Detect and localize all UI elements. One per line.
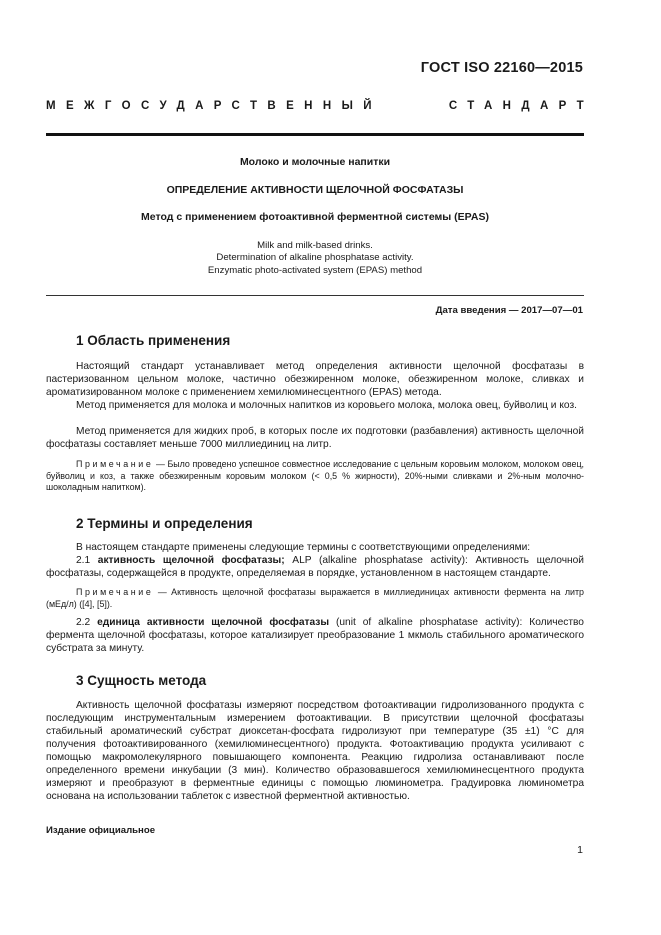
note-label: Примечание [76,459,154,469]
banner-word-standard: СТАНДАРТ [448,100,594,112]
english-title [46,240,584,277]
scope-paragraph-3: Метод применяется для жидких проб, в которых после их подготовки (разбавления) активность щелочной фосфатазы составляет меньше 7000 миллиединиц на литр. [46,426,584,450]
term-2-1 [46,555,584,581]
term-number: 2.1 [76,555,98,566]
principle-paragraph: Активность щелочной фосфатазы измеряют посредством фотоактивации гидролизованного продукта с последующим инструментальным измерением фотоактивации. В присутствии щелочной фосфатазы стабильный ароматический субстрат диоксетан-фосфата гидролизуют при температуре (35 ±1) °С для получения фотоактивированного (хемилюминесцентного) продукта. Фотоактивацию продукта усиливают с помощью макромолекулярного повышающего компонента. Реакцию гидролиза останавливают после определенного времени инкубации (3 мин). Количество образовавшегося хемилюминесцентного продукта измеряют и преобразуют в ферментные единицы с помощью люминометра. Градуировка люминометра основана на использовании таблеток с известной ферментной активностью. [46,700,584,802]
standard-type-banner [46,100,594,112]
page-number: 1 [577,844,583,856]
standard-code: ГОСТ ISO 22160—2015 [420,60,583,76]
note-label: Примечание [76,587,154,597]
english-title-line: Determination of alkaline phosphatase activity. [216,252,414,264]
terms-note [46,587,584,610]
section-heading-principle: 3 Сущность метода [76,673,207,688]
main-title: ОПРЕДЕЛЕНИЕ АКТИВНОСТИ ЩЕЛОЧНОЙ ФОСФАТАЗЫ [166,184,464,196]
term-2-2 [46,617,584,656]
term-name: активность щелочной фосфатазы; [97,555,285,566]
section-heading-terms: 2 Термины и определения [76,516,253,531]
method-title: Метод с применением фотоактивной ферментной системы (EPAS) [141,211,489,223]
header-divider [46,133,584,136]
title-divider [46,295,584,296]
scope-paragraph-1: Настоящий стандарт устанавливает метод определения активности щелочной фосфатазы в пастеризованном цельном молоке, частично обезжиренном молоке, обезжиренном молоке, сливках и ароматизированном молоке с применением хемилюминесцентного (EPAS) метода. [46,361,584,398]
note-text: — Было проведено успешное совместное исследование с цельным коровьим молоком, молоком овец, буйволиц и коз, а также обезжиренным коровьим молоком (< 0,5 % жирности), 20%-ными сливками и 2%-ным молочно-шоколадным напитком). [46,459,584,492]
note-text: — Активность щелочной фосфатазы выражается в миллиединицах активности фермента на литр (мЕд/л) ([4], [5]). [46,587,584,609]
subject-title: Молоко и молочные напитки [239,156,391,168]
official-edition-label: Издание официальное [46,825,156,836]
introduction-date: Дата введения — 2017—07—01 [435,305,583,316]
term-definition: (unit of alkaline phosphatase activity): Количество фермента щелочной фосфатазы, которое катализирует преобразование 1 мкмоль стабильного ароматического субстрата за минуту. [46,617,584,654]
banner-word-interstate: МЕЖГОСУДАРСТВЕННЫЙ [46,100,382,112]
english-title-line: Enzymatic photo-activated system (EPAS) method [207,264,423,276]
scope-paragraph-2: Метод применяется для молока и молочных напитков из коровьего молока, молока овец, буйволиц и коз. [76,400,577,411]
term-name: единица активности щелочной фосфатазы [97,617,330,628]
section-heading-scope: 1 Область применения [76,333,231,348]
term-definition: ALP (alkaline phosphatase activity): Активность щелочной фосфатазы, содержащейся в продукте, определяемая в порядке, установленном в настоящем стандарте. [46,555,584,579]
scope-note [46,459,584,494]
terms-intro-paragraph: В настоящем стандарте применены следующие термины с соответствующими определениями: [76,542,531,553]
term-number: 2.2 [76,617,98,628]
english-title-line: Milk and milk-based drinks. [257,240,373,251]
